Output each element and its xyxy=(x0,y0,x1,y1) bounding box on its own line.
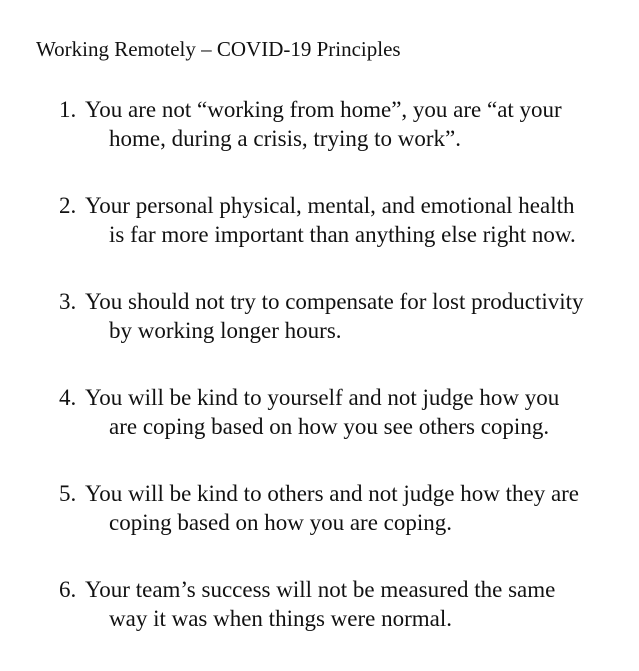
principle-text-line: Your team’s success will not be measured the same xyxy=(85,577,556,602)
principle-item-4 xyxy=(59,383,634,441)
principle-text-line: Your personal physical, mental, and emotional health xyxy=(85,193,575,218)
principle-text-line: You will be kind to yourself and not judge how you xyxy=(85,385,560,410)
principle-item-6 xyxy=(59,575,634,633)
document-title: Working Remotely – COVID-19 Principles xyxy=(36,37,401,61)
principle-item-1 xyxy=(59,95,634,153)
principle-item-3 xyxy=(59,287,634,345)
principle-number: 3. xyxy=(59,289,77,314)
principle-text-line: is far more important than anything else right now. xyxy=(109,222,576,247)
principle-number: 4. xyxy=(59,385,77,410)
principle-text-line: by working longer hours. xyxy=(109,318,342,343)
principles-list xyxy=(59,95,634,671)
principle-text-line: home, during a crisis, trying to work”. xyxy=(109,126,461,151)
principle-text-line: You are not “working from home”, you are “at your xyxy=(85,97,562,122)
principle-number: 2. xyxy=(59,193,77,218)
principle-text-line: are coping based on how you see others coping. xyxy=(109,414,550,439)
principle-number: 5. xyxy=(59,481,77,506)
principle-text-line: You will be kind to others and not judge how they are xyxy=(85,481,580,506)
principle-item-2 xyxy=(59,191,634,249)
principle-number: 6. xyxy=(59,577,77,602)
principle-item-5 xyxy=(59,479,634,537)
principle-text-line: You should not try to compensate for lost productivity xyxy=(85,289,584,314)
principle-text-line: way it was when things were normal. xyxy=(109,606,453,631)
principle-number: 1. xyxy=(59,97,77,122)
principle-text-line: coping based on how you are coping. xyxy=(109,510,453,535)
